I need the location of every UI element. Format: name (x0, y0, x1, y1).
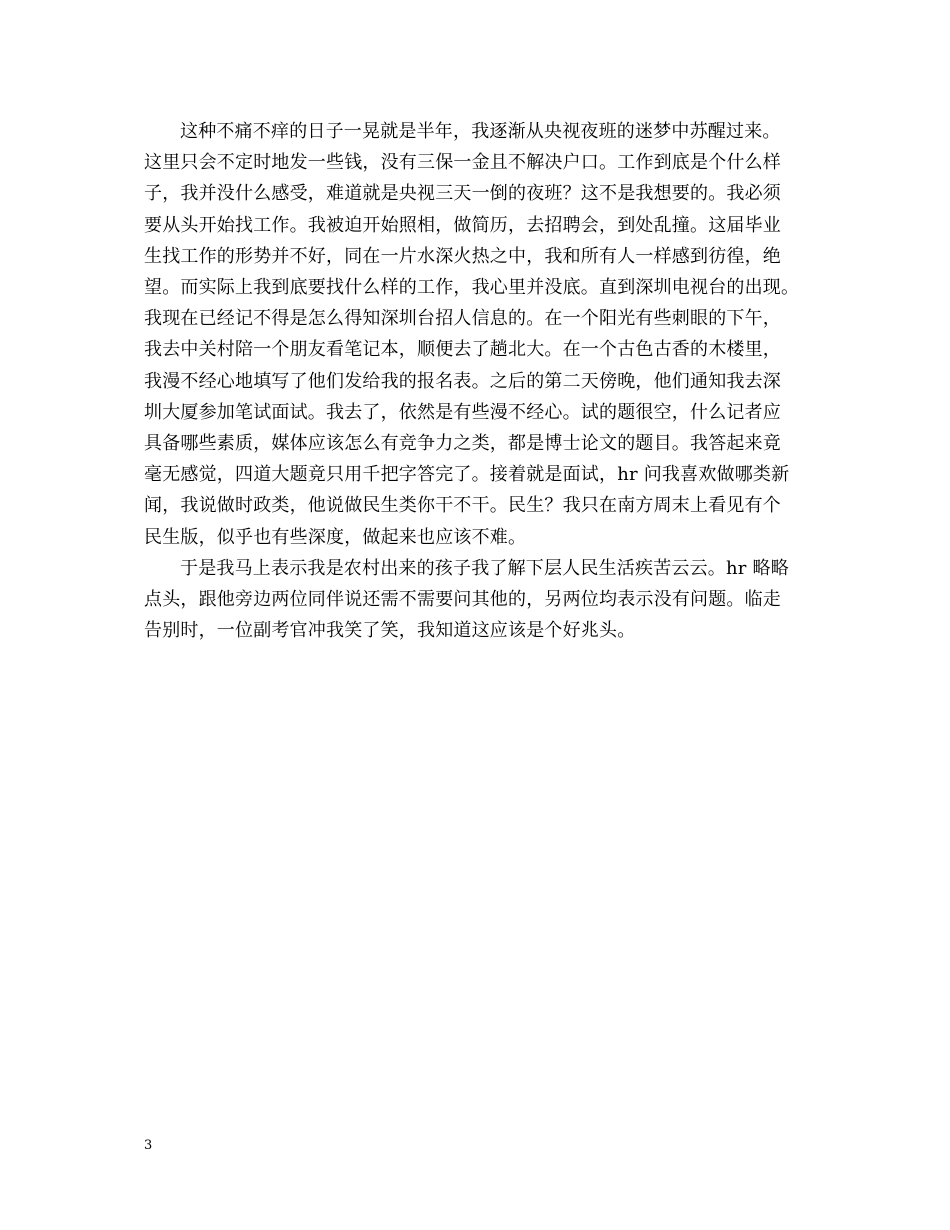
body-text (144, 116, 828, 646)
paragraph-line: 于是我马上表示我是农村出来的孩子我了解下层人民生活疾苦云云。hr 略略 (180, 557, 789, 579)
paragraph-line: 圳大厦参加笔试面试。我去了，依然是有些漫不经心。试的题很空，什么记者应 (144, 401, 781, 423)
paragraph-line: 具备哪些素质，媒体应该怎么有竞争力之类，都是博士论文的题目。我答起来竟 (144, 433, 781, 455)
paragraph-line: 民生版，似乎也有些深度，做起来也应该不难。 (144, 526, 527, 548)
paragraph-line: 这里只会不定时地发一些钱，没有三保一金且不解决户口。工作到底是个什么样 (144, 152, 781, 174)
page-number: 3 (144, 1138, 153, 1153)
paragraph-1 (144, 116, 828, 553)
paragraph-line: 点头，跟他旁边两位同伴说还需不需要问其他的，另两位均表示没有问题。临走 (144, 589, 781, 611)
paragraph-line: 我现在已经记不得是怎么得知深圳台招人信息的。在一个阳光有些刺眼的下午， (144, 308, 781, 330)
paragraph-2 (144, 553, 828, 647)
paragraph-line: 这种不痛不痒的日子一晃就是半年，我逐渐从央视夜班的迷梦中苏醒过来。 (180, 121, 781, 142)
paragraph-line: 生找工作的形势并不好，同在一片水深火热之中，我和所有人一样感到彷徨，绝 (144, 245, 781, 267)
paragraph-line: 毫无感觉，四道大题竟只用千把字答完了。接着就是面试，hr 问我喜欢做哪类新 (144, 464, 790, 486)
paragraph-line: 我去中关村陪一个朋友看笔记本，顺便去了趟北大。在一个古色古香的木楼里， (144, 339, 781, 361)
paragraph-line: 望。而实际上我到底要找什么样的工作，我心里并没底。直到深圳电视台的出现。 (144, 277, 800, 299)
paragraph-line: 子，我并没什么感受，难道就是央视三天一倒的夜班？这不是我想要的。我必须 (144, 183, 781, 205)
paragraph-line: 我漫不经心地填写了他们发给我的报名表。之后的第二天傍晚，他们通知我去深 (144, 370, 781, 392)
paragraph-line: 闻，我说做时政类，他说做民生类你干不干。民生？我只在南方周末上看见有个 (144, 495, 781, 517)
paragraph-line: 告别时，一位副考官冲我笑了笑，我知道这应该是个好兆头。 (144, 620, 636, 642)
paragraph-line: 要从头开始找工作。我被迫开始照相，做简历，去招聘会，到处乱撞。这届毕业 (144, 214, 781, 236)
